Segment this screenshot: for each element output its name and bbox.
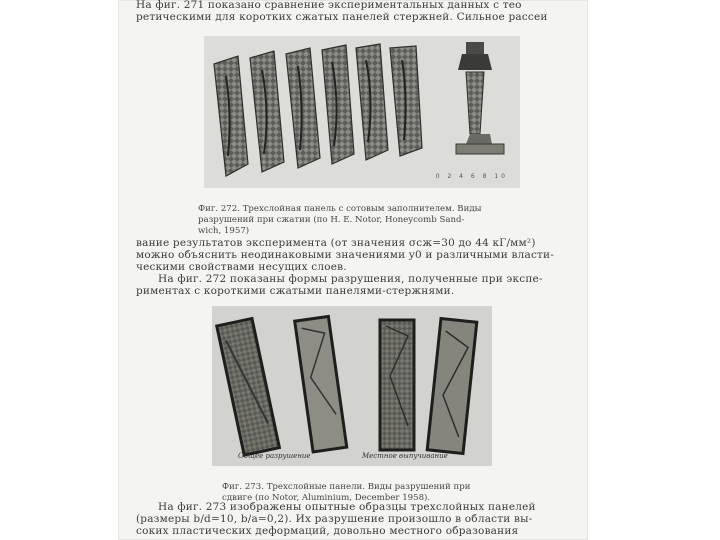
paragraph-line: ческими свойствами несущих слоев. — [136, 262, 347, 273]
paragraph-line: (размеры b/d=10, b/a=0,2). Их разрушение произошло в области вы- — [136, 514, 533, 525]
paragraph-line: риментах с короткими сжатыми панелями-стержнями. — [136, 286, 455, 297]
paragraph-line: На фиг. 272 показаны формы разрушения, полученные при экспе- — [158, 274, 543, 285]
figure-273-photo — [212, 306, 492, 466]
figure-273-caption-line: Фиг. 273. Трехслойные панели. Виды разрушений при — [222, 481, 471, 492]
figure-272-caption-line: Фиг. 272. Трехслойная панель с сотовым заполнителем. Виды — [198, 203, 482, 214]
scale-marks: 0 2 4 6 8 10 — [435, 173, 508, 180]
document-page — [118, 0, 588, 540]
paragraph-line: На фиг. 273 изображены опытные образцы трехслойных панелей — [158, 502, 536, 513]
paragraph-line: соких пластических деформаций, довольно местного образования — [136, 526, 519, 537]
figure-272-caption-line: wich, 1957) — [198, 225, 250, 236]
figure-273-caption-line: сдвиге (по Notor, Aluminium, December 1958). — [222, 492, 431, 503]
figure-272-caption-line: разрушений при сжатии (по Н. Е. Notor, Honeycomb Sand- — [198, 214, 465, 225]
paragraph-line: На фиг. 271 показано сравнение экспериментальных данных с тео — [136, 0, 522, 11]
paragraph-line: ретическими для коротких сжатых панелей стержней. Сильное рассеи — [136, 12, 548, 23]
paragraph-line: можно объяснить неодинаковыми значениями y0 и различными власти- — [136, 250, 555, 261]
label-local-buckling: Местное выпучивание — [362, 452, 448, 460]
figure-272-photo — [204, 36, 520, 188]
paragraph-line: вание результатов эксперимента (от значения σсж=30 до 44 кГ/мм²) — [136, 238, 536, 249]
label-general-failure: Общее разрушение — [238, 452, 311, 460]
